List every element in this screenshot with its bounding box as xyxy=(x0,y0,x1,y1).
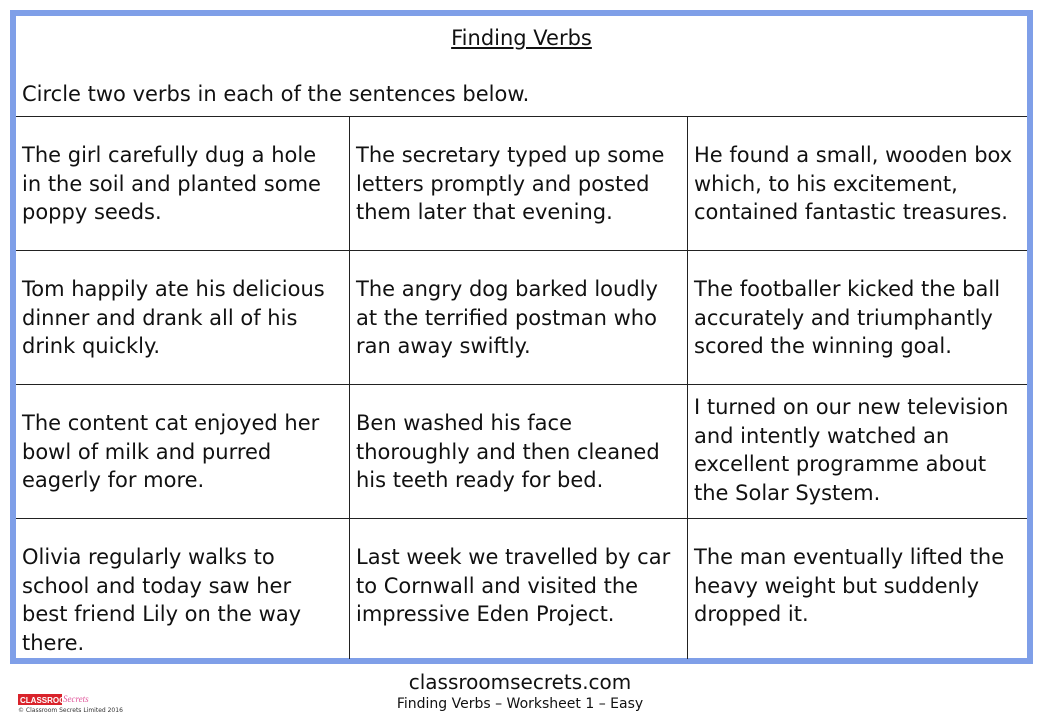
sentence-cell: Olivia regularly walks to school and today saw her best friend Lily on the way there. xyxy=(16,519,350,659)
footer-site: classroomsecrets.com xyxy=(408,670,632,694)
sentence-cell: The girl carefully dug a hole in the soil and planted some poppy seeds. xyxy=(16,117,350,251)
sentence-cell: Last week we travelled by car to Cornwall and visited the impressive Eden Project. xyxy=(350,519,688,659)
sentence-cell: The secretary typed up some letters promptly and posted them later that evening. xyxy=(350,117,688,251)
sentence-cell: Ben washed his face thoroughly and then cleaned his teeth ready for bed. xyxy=(350,385,688,519)
sentence-cell: The content cat enjoyed her bowl of milk and purred eagerly for more. xyxy=(16,385,350,519)
worksheet-frame xyxy=(10,10,1033,664)
sentence-cell: Tom happily ate his delicious dinner and drank all of his drink quickly. xyxy=(16,251,350,385)
logo-word-classroom: CLASSROOM xyxy=(20,696,72,705)
worksheet-instruction: Circle two verbs in each of the sentences below. xyxy=(22,82,530,106)
sentence-cell: The man eventually lifted the heavy weight but suddenly dropped it. xyxy=(694,545,1005,626)
footer-subtitle: Finding Verbs – Worksheet 1 – Easy xyxy=(396,696,644,712)
logo-word-secrets: Secrets xyxy=(63,694,89,704)
sentence-cell: I turned on our new television and intently watched an excellent programme about the Solar System. xyxy=(688,385,1027,519)
sentence-grid xyxy=(16,116,1027,659)
sentence-cell: He found a small, wooden box which, to his excitement, contained fantastic treasures. xyxy=(688,117,1027,251)
sentence-cell: The footballer kicked the ball accurately and triumphantly scored the winning goal. xyxy=(688,251,1027,385)
classroom-secrets-logo xyxy=(18,692,96,706)
worksheet-title: Finding Verbs xyxy=(451,26,592,50)
sentence-cell: The angry dog barked loudly at the terrified postman who ran away swiftly. xyxy=(350,251,688,385)
copyright-text: © Classroom Secrets Limited 2016 xyxy=(18,707,123,714)
